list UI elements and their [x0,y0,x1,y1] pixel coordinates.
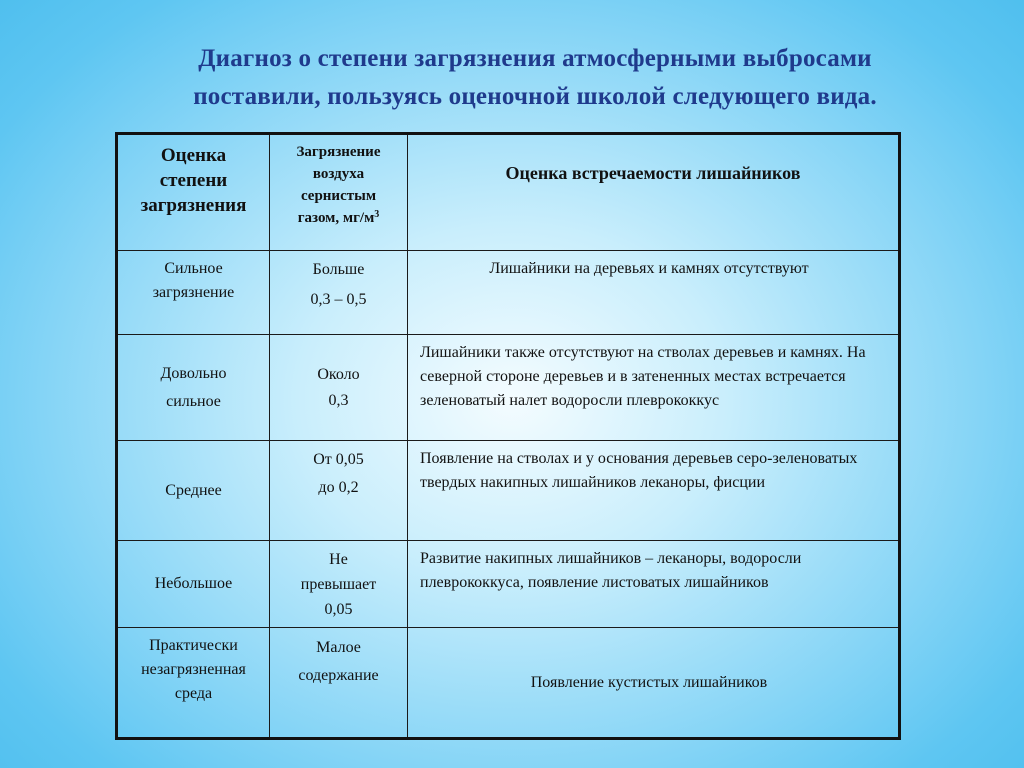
cell-pollution-level [117,441,270,541]
title-line-1: Диагноз о степени загрязнения атмосферными выбросами [198,45,872,72]
cell-level-line: Небольшое [154,575,233,592]
header-so2-concentration [270,134,408,251]
table-row [117,541,900,628]
cell-concentration [270,251,408,335]
header-pollution-level-line: загрязнения [140,195,247,216]
page-title [100,40,970,116]
cell-concentration-line: Малое [316,639,361,656]
header-so2-line: сернистым [300,188,377,204]
table-header-row [117,134,900,251]
cell-pollution-level [117,335,270,441]
cell-level-line: загрязнение [152,284,235,301]
pollution-assessment-table [115,132,901,740]
cell-level-line: Довольно [160,364,227,382]
header-pollution-level-line: Оценка [160,145,227,166]
header-pollution-level [117,134,270,251]
cell-concentration-line: превышает [300,576,377,593]
cell-level-line: Практически [149,637,238,654]
cell-level-line: среда [174,685,213,702]
header-so2-line: воздуха [312,166,365,182]
cell-level-line: Среднее [165,481,222,499]
header-so2-units: газом, мг/м [297,210,375,226]
cell-concentration [270,335,408,441]
cell-concentration [270,541,408,628]
table-row [117,441,900,541]
cell-pollution-level [117,541,270,628]
cell-lichen-description: Развитие накипных лишайников – леканоры, водоросли плеврококкуса, появление листоватых лишайников [408,541,900,628]
cell-lichen-description: Лишайники также отсутствуют на стволах деревьев и камнях. На северной стороне деревьев и в затененных местах встречается зеленоватый налет водоросли плеврококкус [408,335,900,441]
cell-concentration-line: 0,3 [328,391,349,409]
table-row [117,335,900,441]
cell-concentration [270,628,408,739]
cell-lichen-description: Появление кустистых лишайников [408,628,900,739]
cell-pollution-level [117,251,270,335]
cell-lichen-description: Лишайники на деревьях и камнях отсутствуют [408,251,900,335]
cell-level-line: незагрязненная [141,661,246,678]
header-so2-line: Загрязнение [296,144,381,160]
header-so2-units-superscript: 3 [374,209,380,220]
cell-concentration-line: 0,05 [324,601,353,618]
cell-concentration [270,441,408,541]
cell-concentration-line: Около [317,365,360,383]
header-so2-line-units [270,207,407,229]
cell-concentration-line: Не [329,551,348,568]
cell-concentration-line: до 0,2 [318,479,359,496]
cell-level-line: сильное [166,392,221,410]
cell-concentration-line: От 0,05 [313,451,364,468]
title-line-2: поставили, пользуясь оценочной школой следующего вида. [193,83,877,110]
header-lichen-assessment: Оценка встречаемости лишайников [408,134,900,251]
cell-concentration-line: 0,3 – 0,5 [310,291,367,308]
header-pollution-level-line: степени [159,170,228,191]
cell-concentration-line: содержание [298,667,379,684]
cell-pollution-level [117,628,270,739]
cell-level-line: Сильное [164,260,223,277]
table-row [117,251,900,335]
table-row [117,628,900,739]
cell-lichen-description: Появление на стволах и у основания деревьев серо-зеленоватых твердых накипных лишайников леканоры, фисции [408,441,900,541]
cell-concentration-line: Больше [312,261,365,278]
